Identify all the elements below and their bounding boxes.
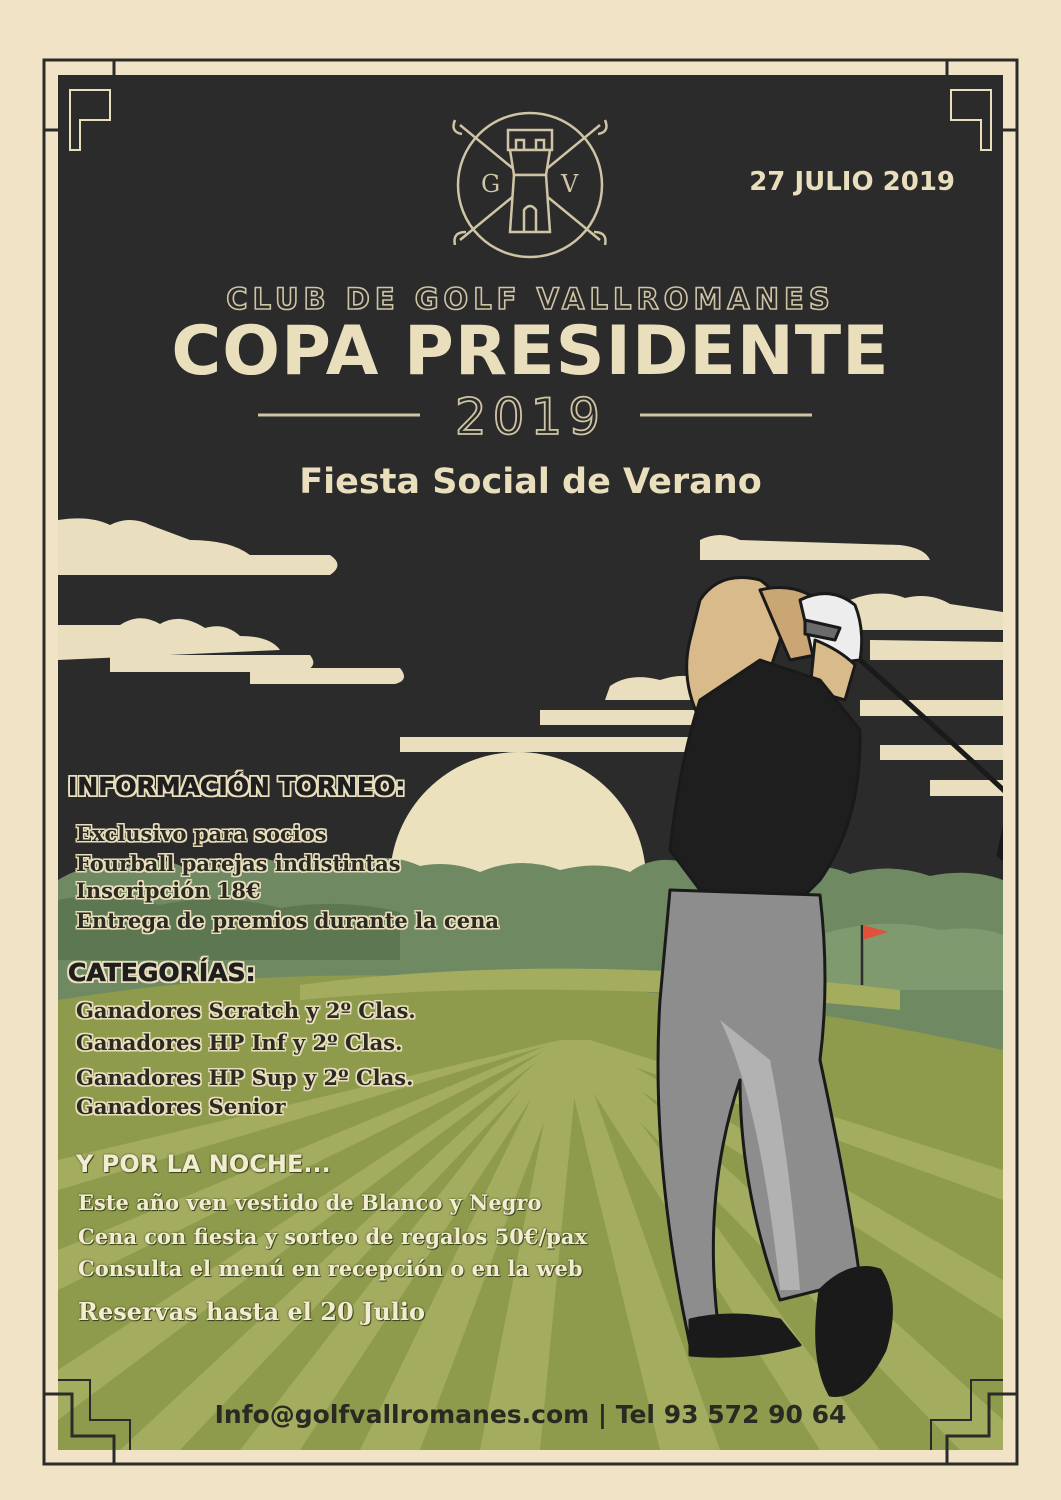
- night-heading: Y POR LA NOCHE...: [76, 1150, 331, 1178]
- info-item: Inscripción 18€: [76, 878, 261, 903]
- footer-contact[interactable]: Info@golfvallromanes.com | Tel 93 572 90 64: [214, 1400, 847, 1429]
- category-item: Ganadores Senior: [76, 1094, 286, 1119]
- info-item: Entrega de premios durante la cena: [76, 908, 499, 933]
- event-year: 2019: [454, 388, 607, 446]
- info-heading: INFORMACIÓN TORNEO:: [68, 772, 406, 801]
- club-name: CLUB DE GOLF VALLROMANES: [226, 282, 835, 316]
- event-date: 27 JULIO 2019: [749, 167, 955, 197]
- event-subtitle: Fiesta Social de Verano: [299, 462, 762, 502]
- night-item: Consulta el menú en recepción o en la web: [78, 1256, 583, 1281]
- info-item: Fourball parejas indistintas: [76, 851, 401, 876]
- reservation-deadline: Reservas hasta el 20 Julio: [78, 1297, 426, 1326]
- page-title: COPA PRESIDENTE: [171, 312, 890, 391]
- night-item: Este año ven vestido de Blanco y Negro: [78, 1190, 542, 1215]
- categories-heading: CATEGORÍAS:: [68, 958, 256, 987]
- info-item: Exclusivo para socios: [76, 821, 327, 846]
- category-item: Ganadores HP Sup y 2º Clas.: [76, 1065, 414, 1090]
- logo-letter-g: G: [481, 170, 501, 198]
- category-item: Ganadores HP Inf y 2º Clas.: [76, 1030, 403, 1055]
- logo-letter-v: V: [561, 170, 579, 198]
- night-item: Cena con fiesta y sorteo de regalos 50€/pax: [78, 1224, 587, 1249]
- category-item: Ganadores Scratch y 2º Clas.: [76, 998, 416, 1023]
